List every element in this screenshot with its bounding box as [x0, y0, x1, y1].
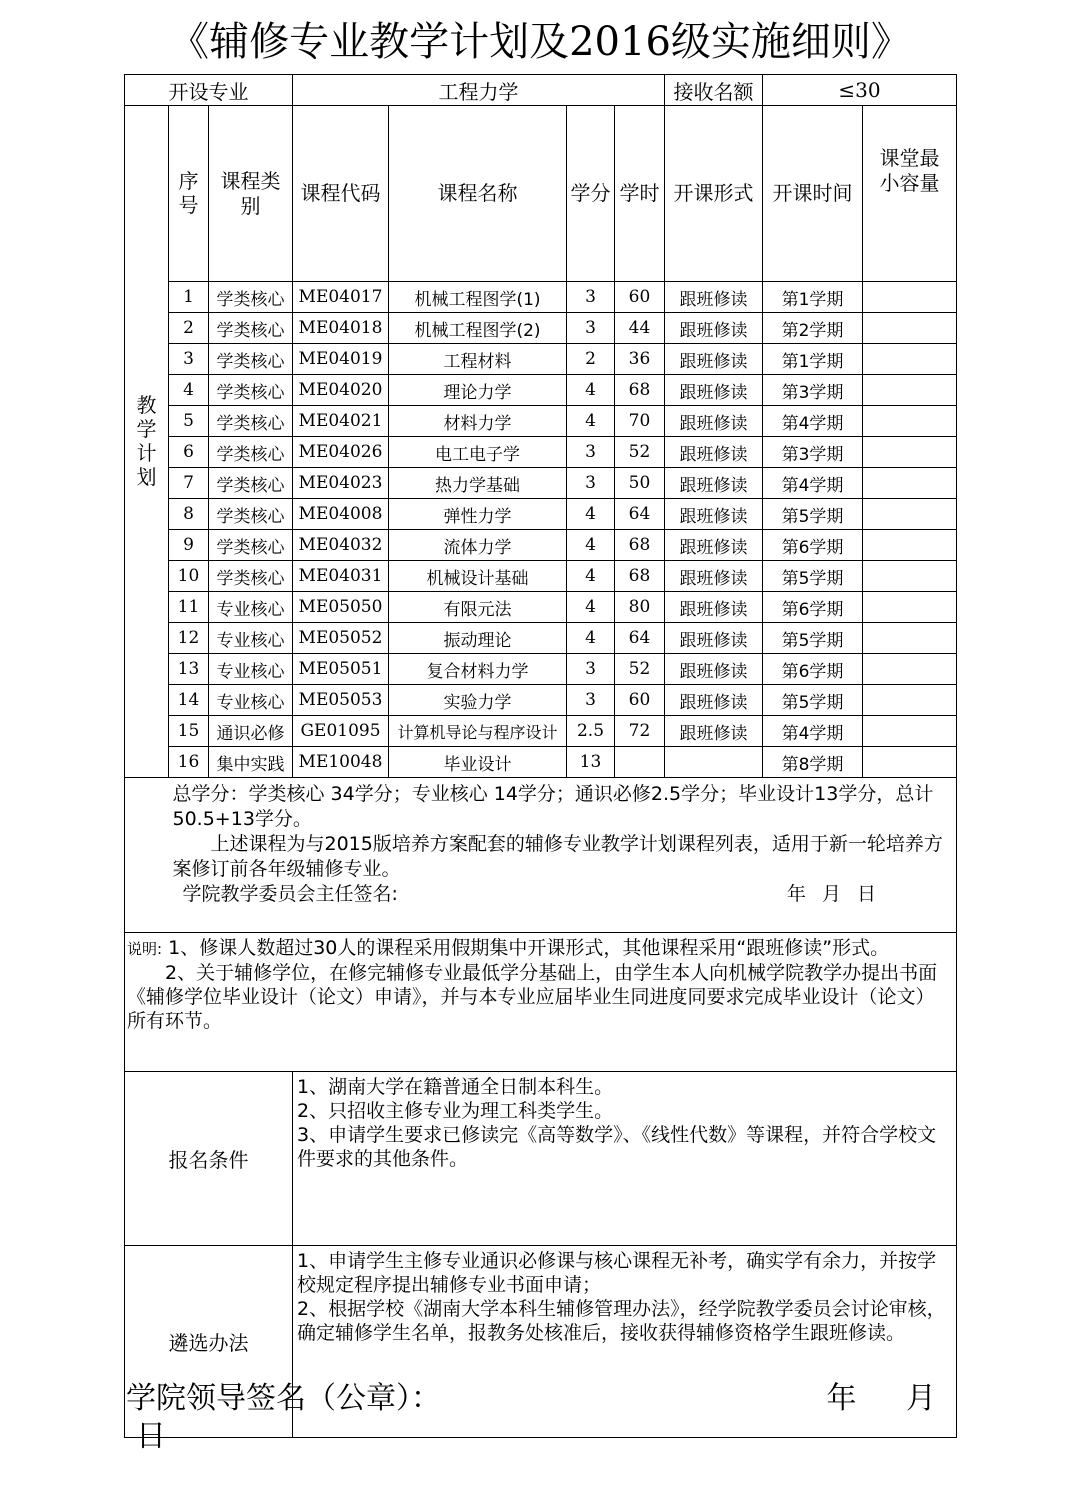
course-row — [125, 468, 957, 499]
course-capacity — [863, 313, 957, 344]
course-row — [125, 654, 957, 685]
course-credit: 4 — [567, 561, 615, 592]
course-capacity — [863, 592, 957, 623]
explanation-cell — [125, 933, 957, 1072]
course-capacity — [863, 282, 957, 313]
course-row — [125, 499, 957, 530]
course-seq: 5 — [169, 406, 209, 437]
course-term: 第5学期 — [763, 685, 863, 716]
column-header-row — [125, 106, 957, 282]
course-term: 第6学期 — [763, 654, 863, 685]
course-capacity — [863, 344, 957, 375]
committee-sign-label: 学院教学委员会主任签名: — [182, 883, 398, 905]
course-code: GE01095 — [293, 716, 389, 747]
course-capacity — [863, 406, 957, 437]
course-form: 跟班修读 — [665, 499, 763, 530]
course-hours: 60 — [615, 685, 665, 716]
course-term: 第5学期 — [763, 623, 863, 654]
selection-label: 遴选办法 — [125, 1246, 293, 1438]
footer-day: 日 — [136, 1419, 166, 1454]
course-name: 电工电子学 — [389, 437, 567, 468]
course-code: ME04020 — [293, 375, 389, 406]
course-term: 第5学期 — [763, 561, 863, 592]
course-row — [125, 375, 957, 406]
enroll-cell — [293, 1072, 957, 1246]
course-category: 专业核心 — [209, 654, 293, 685]
major-label: 开设专业 — [125, 75, 293, 106]
course-name: 复合材料力学 — [389, 654, 567, 685]
col-capacity-label: 课堂最小容量 — [879, 146, 940, 195]
course-term: 第1学期 — [763, 344, 863, 375]
course-code: ME05053 — [293, 685, 389, 716]
course-seq: 14 — [169, 685, 209, 716]
course-name: 实验力学 — [389, 685, 567, 716]
course-row — [125, 592, 957, 623]
course-capacity — [863, 375, 957, 406]
course-code: ME05051 — [293, 654, 389, 685]
course-credit: 4 — [567, 375, 615, 406]
course-seq: 11 — [169, 592, 209, 623]
course-row — [125, 685, 957, 716]
course-form: 跟班修读 — [665, 685, 763, 716]
col-term: 开课时间 — [763, 106, 863, 282]
header-row — [125, 75, 957, 106]
course-code: ME10048 — [293, 747, 389, 778]
col-seq-label: 序号 — [178, 169, 199, 217]
course-code: ME04018 — [293, 313, 389, 344]
course-form: 跟班修读 — [665, 561, 763, 592]
course-term: 第3学期 — [763, 375, 863, 406]
leader-signature — [126, 1380, 946, 1456]
col-seq — [169, 106, 209, 282]
course-form: 跟班修读 — [665, 468, 763, 499]
col-category — [209, 106, 293, 282]
course-term: 第2学期 — [763, 313, 863, 344]
course-credit: 2 — [567, 344, 615, 375]
course-form: 跟班修读 — [665, 654, 763, 685]
footer-month: 月 — [906, 1381, 936, 1416]
course-row — [125, 344, 957, 375]
course-seq: 15 — [169, 716, 209, 747]
course-category: 学类核心 — [209, 437, 293, 468]
summary-row — [125, 778, 957, 933]
course-credit: 3 — [567, 437, 615, 468]
course-credit: 3 — [567, 282, 615, 313]
course-name: 机械设计基础 — [389, 561, 567, 592]
explanation-item-1: 1、修课人数超过30人的课程采用假期集中开课形式，其他课程采用“跟班修读”形式。 — [168, 937, 890, 959]
course-form: 跟班修读 — [665, 282, 763, 313]
course-seq: 16 — [169, 747, 209, 778]
document-title: 《辅修专业教学计划及2016级实施细则》 — [169, 19, 911, 65]
selection-item: 2、根据学校《湖南大学本科生辅修管理办法》，经学院教学委员会讨论审核，确定辅修学生名单，报教务处核准后，接收获得辅修资格学生跟班修读。 — [297, 1298, 946, 1344]
course-form: 跟班修读 — [665, 530, 763, 561]
course-category: 专业核心 — [209, 685, 293, 716]
course-category: 学类核心 — [209, 282, 293, 313]
course-credit: 3 — [567, 685, 615, 716]
course-row — [125, 406, 957, 437]
explanation-label: 说明: — [127, 940, 163, 958]
course-category: 学类核心 — [209, 530, 293, 561]
course-name: 流体力学 — [389, 530, 567, 561]
footer-year: 年 — [826, 1381, 857, 1416]
course-seq: 8 — [169, 499, 209, 530]
summary-cell — [169, 778, 957, 933]
course-capacity — [863, 685, 957, 716]
major-value: 工程力学 — [293, 75, 665, 106]
course-term: 第4学期 — [763, 406, 863, 437]
course-category: 学类核心 — [209, 313, 293, 344]
course-term: 第4学期 — [763, 716, 863, 747]
course-name: 机械工程图学(2) — [389, 313, 567, 344]
course-capacity — [863, 499, 957, 530]
course-name: 有限元法 — [389, 592, 567, 623]
course-capacity — [863, 747, 957, 778]
col-capacity — [863, 106, 957, 282]
course-capacity — [863, 437, 957, 468]
course-credit: 4 — [567, 530, 615, 561]
course-code: ME05050 — [293, 592, 389, 623]
course-credit: 3 — [567, 468, 615, 499]
course-name: 材料力学 — [389, 406, 567, 437]
course-credit: 4 — [567, 592, 615, 623]
committee-sign-date: 年 月 日 — [786, 883, 876, 905]
col-form: 开课形式 — [665, 106, 763, 282]
explanation-item-2: 2、关于辅修学位，在修完辅修专业最低学分基础上，由学生本人向机械学院教学办提出书面《辅修学位毕业设计（论文）申请》，并与本专业应届毕业生同进度同要求完成毕业设计（论文）所有环节。 — [127, 962, 938, 1032]
course-name: 工程材料 — [389, 344, 567, 375]
col-plan-label: 教学计划 — [136, 393, 157, 489]
enroll-row — [125, 1072, 957, 1246]
course-capacity — [863, 716, 957, 747]
course-code: ME04026 — [293, 437, 389, 468]
course-hours: 60 — [615, 282, 665, 313]
course-credit: 4 — [567, 499, 615, 530]
course-term: 第4学期 — [763, 468, 863, 499]
summary-total: 总学分：学类核心 34学分；专业核心 14学分；通识必修2.5学分；毕业设计13学分，总计50.5+13学分。 — [172, 783, 934, 830]
course-name: 振动理论 — [389, 623, 567, 654]
course-code: ME04008 — [293, 499, 389, 530]
course-hours: 68 — [615, 530, 665, 561]
quota-value: ≤30 — [763, 75, 957, 106]
course-category: 学类核心 — [209, 468, 293, 499]
col-code: 课程代码 — [293, 106, 389, 282]
course-seq: 1 — [169, 282, 209, 313]
course-form — [665, 747, 763, 778]
course-row — [125, 530, 957, 561]
course-hours: 44 — [615, 313, 665, 344]
enroll-item: 3、申请学生要求已修读完《高等数学》、《线性代数》等课程，并符合学校文件要求的其他条件。 — [297, 1124, 937, 1170]
course-form: 跟班修读 — [665, 623, 763, 654]
course-code: ME04031 — [293, 561, 389, 592]
course-credit: 3 — [567, 654, 615, 685]
course-hours: 68 — [615, 375, 665, 406]
course-code: ME04032 — [293, 530, 389, 561]
course-row — [125, 282, 957, 313]
course-category: 学类核心 — [209, 375, 293, 406]
course-category: 学类核心 — [209, 406, 293, 437]
course-seq: 6 — [169, 437, 209, 468]
course-seq: 7 — [169, 468, 209, 499]
course-name: 弹性力学 — [389, 499, 567, 530]
course-capacity — [863, 530, 957, 561]
course-term: 第5学期 — [763, 499, 863, 530]
course-credit: 3 — [567, 313, 615, 344]
course-code: ME04021 — [293, 406, 389, 437]
course-seq: 4 — [169, 375, 209, 406]
course-seq: 3 — [169, 344, 209, 375]
plan-table — [124, 74, 957, 1438]
course-hours — [615, 747, 665, 778]
course-name: 计算机导论与程序设计 — [389, 716, 567, 747]
course-code: ME05052 — [293, 623, 389, 654]
course-row — [125, 561, 957, 592]
course-capacity — [863, 623, 957, 654]
course-name: 毕业设计 — [389, 747, 567, 778]
course-capacity — [863, 468, 957, 499]
course-hours: 52 — [615, 437, 665, 468]
course-credit: 2.5 — [567, 716, 615, 747]
selection-item: 1、申请学生主修专业通识必修课与核心课程无补考，确实学有余力，并按学校规定程序提出辅修专业书面申请； — [297, 1250, 937, 1296]
leader-sign-label: 学院领导签名（公章）： — [126, 1381, 441, 1416]
course-hours: 80 — [615, 592, 665, 623]
summary-desc: 上述课程为与2015版培养方案配套的辅修专业教学计划课程列表，适用于新一轮培养方案修订前各年级辅修专业。 — [172, 833, 943, 880]
col-plan — [125, 106, 169, 778]
col-credit: 学分 — [567, 106, 615, 282]
course-term: 第3学期 — [763, 437, 863, 468]
course-row — [125, 313, 957, 344]
course-hours: 64 — [615, 623, 665, 654]
course-form: 跟班修读 — [665, 716, 763, 747]
course-term: 第1学期 — [763, 282, 863, 313]
course-code: ME04019 — [293, 344, 389, 375]
course-hours: 52 — [615, 654, 665, 685]
course-credit: 13 — [567, 747, 615, 778]
course-category: 专业核心 — [209, 623, 293, 654]
course-credit: 4 — [567, 623, 615, 654]
col-name: 课程名称 — [389, 106, 567, 282]
col-hours: 学时 — [615, 106, 665, 282]
course-form: 跟班修读 — [665, 344, 763, 375]
course-seq: 2 — [169, 313, 209, 344]
enroll-item: 1、湖南大学在籍普通全日制本科生。 — [297, 1076, 614, 1098]
explanation-row — [125, 933, 957, 1072]
course-row — [125, 747, 957, 778]
course-seq: 13 — [169, 654, 209, 685]
course-seq: 12 — [169, 623, 209, 654]
course-hours: 50 — [615, 468, 665, 499]
enroll-label: 报名条件 — [125, 1072, 293, 1246]
course-category: 专业核心 — [209, 592, 293, 623]
course-form: 跟班修读 — [665, 592, 763, 623]
quota-label: 接收名额 — [665, 75, 763, 106]
course-category: 学类核心 — [209, 499, 293, 530]
course-code: ME04017 — [293, 282, 389, 313]
course-name: 机械工程图学(1) — [389, 282, 567, 313]
course-form: 跟班修读 — [665, 313, 763, 344]
course-row — [125, 437, 957, 468]
course-row — [125, 623, 957, 654]
course-hours: 68 — [615, 561, 665, 592]
course-hours: 36 — [615, 344, 665, 375]
course-hours: 64 — [615, 499, 665, 530]
course-credit: 4 — [567, 406, 615, 437]
course-term: 第6学期 — [763, 592, 863, 623]
course-capacity — [863, 654, 957, 685]
course-category: 学类核心 — [209, 344, 293, 375]
course-category: 集中实践 — [209, 747, 293, 778]
course-seq: 10 — [169, 561, 209, 592]
course-category: 学类核心 — [209, 561, 293, 592]
course-capacity — [863, 561, 957, 592]
course-category: 通识必修 — [209, 716, 293, 747]
course-form: 跟班修读 — [665, 375, 763, 406]
course-seq: 9 — [169, 530, 209, 561]
course-name: 理论力学 — [389, 375, 567, 406]
course-hours: 70 — [615, 406, 665, 437]
course-hours: 72 — [615, 716, 665, 747]
enroll-item: 2、只招收主修专业为理工科类学生。 — [297, 1100, 614, 1122]
course-form: 跟班修读 — [665, 437, 763, 468]
course-form: 跟班修读 — [665, 406, 763, 437]
col-category-label: 课程类别 — [220, 168, 281, 218]
course-row — [125, 716, 957, 747]
course-term: 第6学期 — [763, 530, 863, 561]
course-term: 第8学期 — [763, 747, 863, 778]
course-code: ME04023 — [293, 468, 389, 499]
course-name: 热力学基础 — [389, 468, 567, 499]
